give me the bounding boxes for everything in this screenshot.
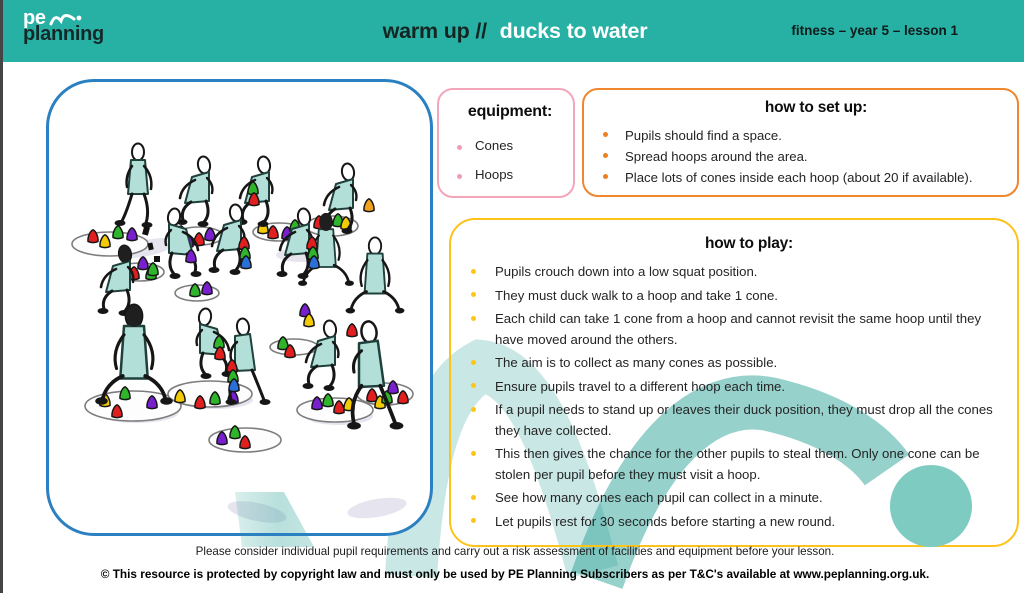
setup-box bbox=[582, 88, 1019, 197]
list-item: Let pupils rest for 30 seconds before starting a new round. bbox=[495, 512, 1005, 533]
stick-figure-crouch bbox=[209, 204, 252, 275]
illustration bbox=[47, 80, 432, 533]
stick-figure-straddle-large bbox=[95, 305, 173, 405]
equipment-title: equipment: bbox=[467, 103, 553, 120]
header-bar bbox=[3, 0, 1024, 62]
setup-title: how to set up: bbox=[764, 99, 868, 116]
list-item: Pupils should find a space. bbox=[625, 125, 1007, 146]
list-item: Hoops bbox=[457, 167, 563, 183]
setup-list bbox=[625, 125, 1007, 188]
equipment-box bbox=[437, 88, 575, 198]
list-item: Spread hoops around the area. bbox=[625, 146, 1007, 167]
page-title-activity: ducks to water bbox=[499, 19, 648, 43]
lesson-meta: fitness – year 5 – lesson 1 bbox=[791, 23, 958, 38]
equipment-list bbox=[457, 138, 563, 183]
list-item: Each child can take 1 cone from a hoop and cannot revisit the same hoop until they have moved around the others. bbox=[495, 309, 1005, 350]
list-item: Place lots of cones inside each hoop (about 20 if available). bbox=[625, 167, 1007, 188]
logo-text-pe: pe bbox=[23, 7, 46, 29]
logo-text-planning: planning bbox=[23, 23, 104, 45]
list-item: Cones bbox=[457, 138, 563, 154]
list-item: Pupils crouch down into a low squat position. bbox=[495, 262, 1005, 283]
list-item: This then gives the chance for the other pupils to steal them. Only one cone can be stolen per pupil before they must visit a hoop. bbox=[495, 444, 1005, 485]
list-item: Ensure pupils travel to a different hoop each time. bbox=[495, 377, 1005, 398]
list-item: The aim is to collect as many cones as possible. bbox=[495, 353, 1005, 374]
list-item: See how many cones each pupil can collect in a minute. bbox=[495, 488, 1005, 509]
stick-figure-crouch bbox=[177, 156, 213, 227]
stick-figure-crouch bbox=[277, 208, 320, 279]
play-title: how to play: bbox=[704, 235, 793, 252]
footer-copyright: © This resource is protected by copyright law and must only be used by PE Planning Subscribers as per T&C's available at www.peplanning.org.uk. bbox=[100, 567, 930, 581]
list-item: If a pupil needs to stand up or leaves their duck position, they must drop all the cones they have collected. bbox=[495, 400, 1005, 441]
page-title-section: warm up // bbox=[382, 19, 487, 43]
stick-figure-straddle bbox=[346, 237, 405, 313]
list-item: They must duck walk to a hoop and take 1 cone. bbox=[495, 286, 1005, 307]
watermark-dot bbox=[890, 465, 972, 547]
watermark-wedge bbox=[227, 490, 319, 550]
footer-disclaimer: Please consider individual pupil requirements and carry out a risk assessment of facilities and equipment before your lesson. bbox=[195, 545, 835, 558]
